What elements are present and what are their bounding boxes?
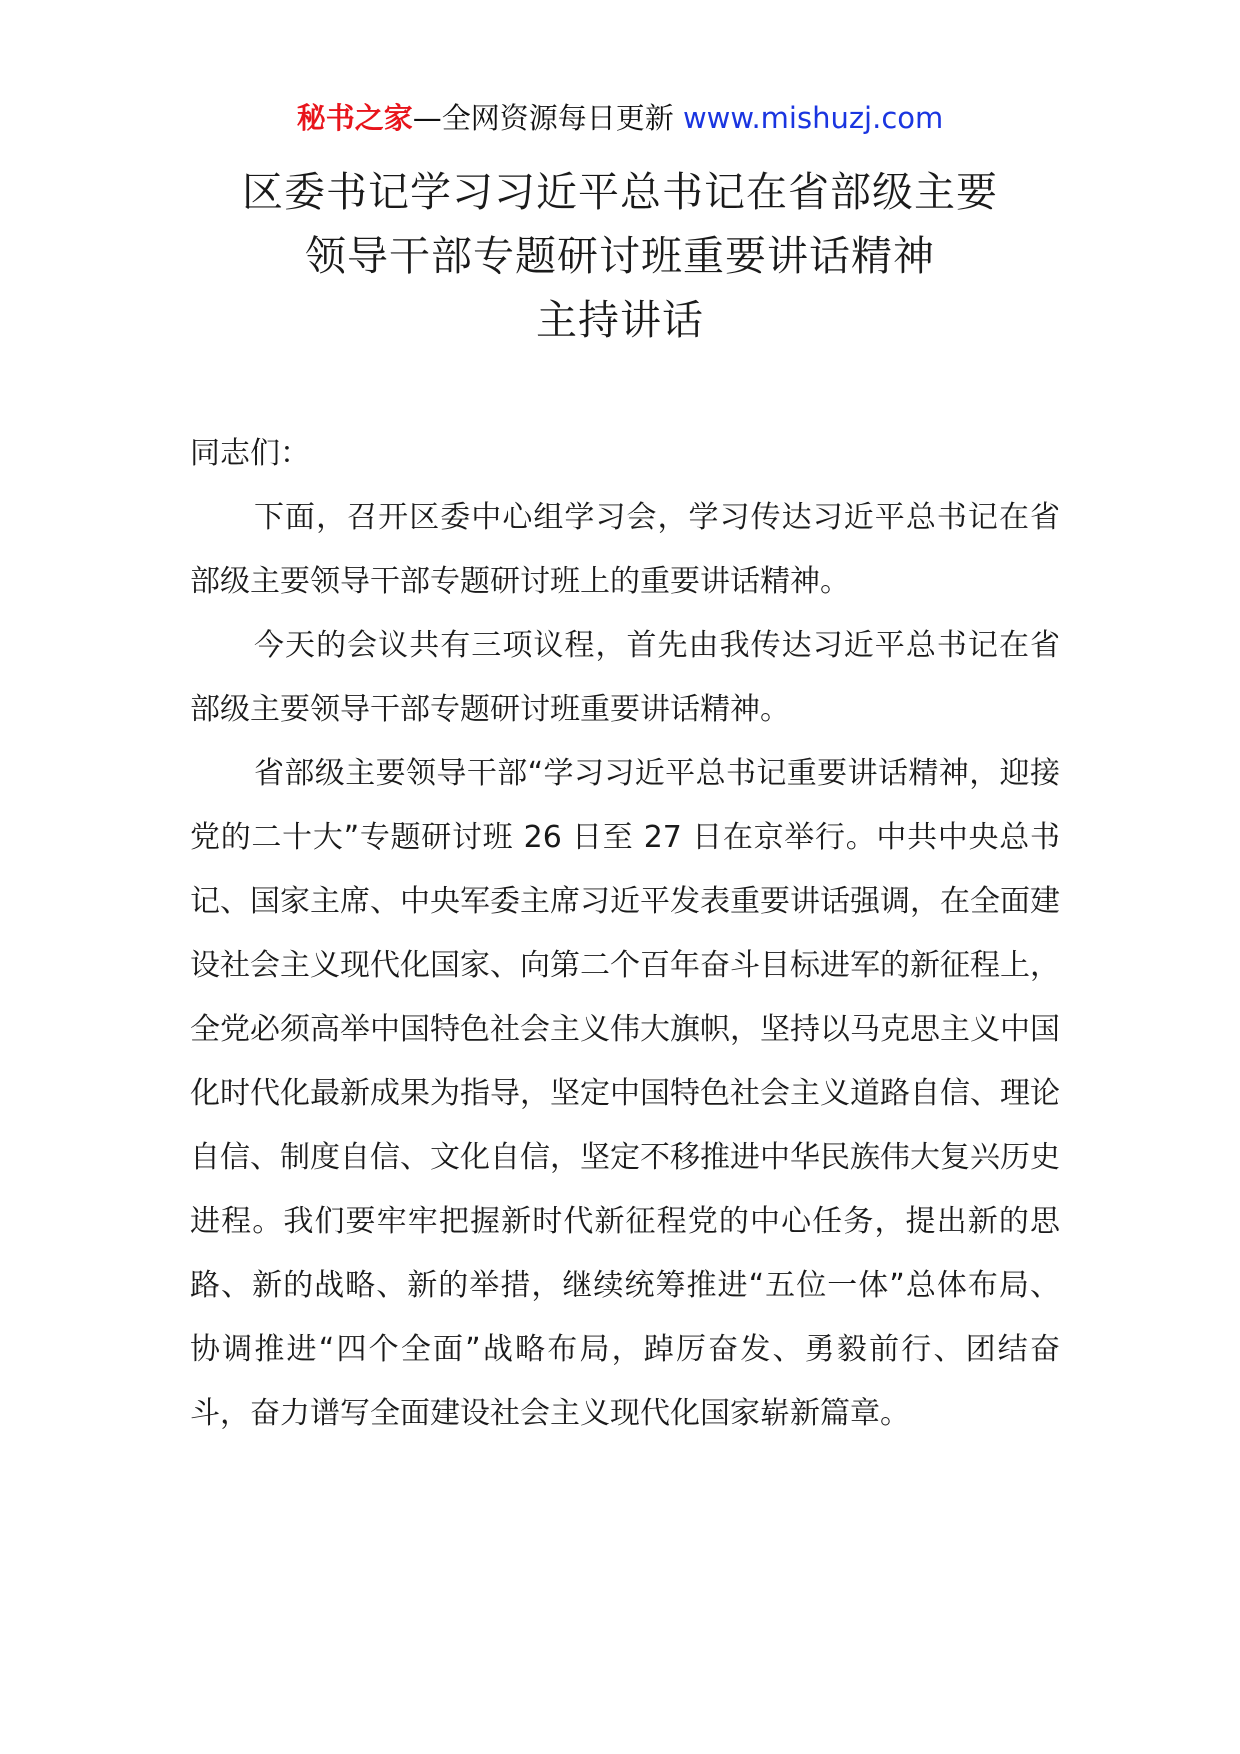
body-paragraph-2: 今天的会议共有三项议程，首先由我传达习近平总书记在省部级主要领导干部专题研讨班重要讲话精神。: [190, 628, 1060, 727]
site-header: [0, 98, 1240, 138]
site-brand: 秘书之家: [296, 101, 413, 135]
salutation: 同志们：: [190, 436, 310, 471]
document-title: [0, 160, 1240, 352]
body-paragraph-3: 省部级主要领导干部“学习习近平总书记重要讲话精神，迎接党的二十大”专题研讨班 26 日至 27 日在京举行。中共中央总书记、国家主席、中央军委主席习近平发表重要讲话强调，在全面建设社会主义现代化国家、向第二个百年奋斗目标进军的新征程上，全党必须高举中国特色社会主义伟大旗帜，坚持以马克思主义中国化时代化最新成果为指导，坚定中国特色社会主义道路自信、理论自信、制度自信、文化自信，坚定不移推进中华民族伟大复兴历史进程。我们要牢牢把握新时代新征程党的中心任务，提出新的思路、新的战略、新的举措，继续统筹推进“五位一体”总体布局、协调推进“四个全面”战略布局，踔厉奋发、勇毅前行、团结奋斗，奋力谱写全面建设社会主义现代化国家崭新篇章。: [190, 756, 1060, 1431]
body-paragraph-1: 下面，召开区委中心组学习会，学习传达习近平总书记在省部级主要领导干部专题研讨班上的重要讲话精神。: [190, 500, 1060, 599]
document-body: [190, 422, 1060, 1446]
site-tagline: —全网资源每日更新: [412, 101, 683, 135]
title-line-3: 主持讲话: [536, 296, 704, 344]
site-url-link[interactable]: www.mishuzj.com: [682, 101, 944, 135]
title-line-2: 领导干部专题研讨班重要讲话精神: [305, 232, 935, 280]
title-line-1: 区委书记学习习近平总书记在省部级主要: [242, 168, 998, 216]
